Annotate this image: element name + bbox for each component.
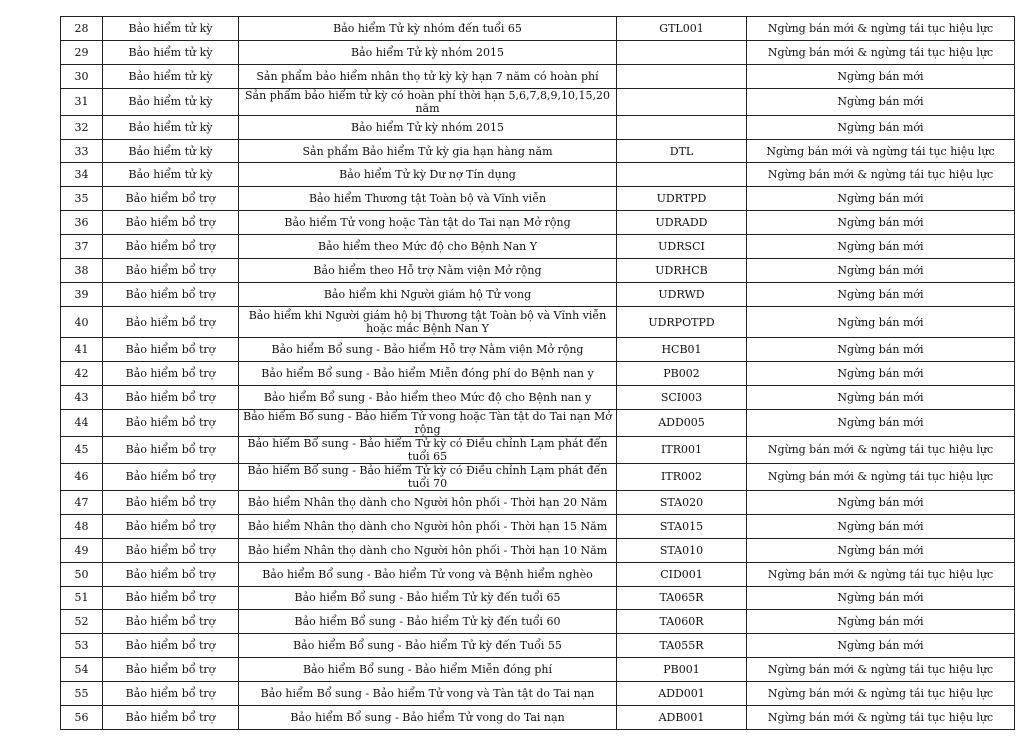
product-name-cell: Bảo hiểm Tử kỳ nhóm 2015: [239, 40, 617, 64]
status-cell: Ngừng bán mới & ngừng tái tục hiệu lực: [747, 17, 1015, 41]
category-cell: Bảo hiểm bổ trợ: [103, 409, 239, 436]
product-code-cell: UDRHCB: [617, 259, 747, 283]
table-row: [61, 463, 1015, 490]
row-number-cell: 30: [61, 64, 103, 88]
product-name-cell: Sản phẩm Bảo hiểm Tử kỳ gia hạn hàng năm: [239, 139, 617, 163]
product-name-cell: Bảo hiểm Bổ sung - Bảo hiểm Tử vong và Bệnh hiểm nghèo: [239, 562, 617, 586]
product-name-cell: Bảo hiểm khi Người giám hộ Tử vong: [239, 282, 617, 306]
table-row: [61, 306, 1015, 338]
product-code-cell: UDRWD: [617, 282, 747, 306]
product-name-cell: Bảo hiểm theo Mức độ cho Bệnh Nan Y: [239, 235, 617, 259]
row-number-cell: 32: [61, 115, 103, 139]
row-number-cell: 39: [61, 282, 103, 306]
row-number-cell: 46: [61, 463, 103, 490]
status-cell: Ngừng bán mới: [747, 362, 1015, 386]
table-body: [61, 17, 1015, 730]
product-code-cell: TA065R: [617, 586, 747, 610]
table-row: [61, 163, 1015, 187]
product-code-cell: [617, 64, 747, 88]
product-code-cell: ADD005: [617, 409, 747, 436]
row-number-cell: 48: [61, 514, 103, 538]
product-code-cell: GTL001: [617, 17, 747, 41]
status-cell: Ngừng bán mới: [747, 259, 1015, 283]
status-cell: Ngừng bán mới: [747, 88, 1015, 115]
category-cell: Bảo hiểm bổ trợ: [103, 187, 239, 211]
status-cell: Ngừng bán mới: [747, 538, 1015, 562]
status-cell: Ngừng bán mới & ngừng tái tục hiệu lực: [747, 658, 1015, 682]
product-name-cell: Bảo hiểm Bổ sung - Bảo hiểm Tử kỳ đến tuổi 60: [239, 610, 617, 634]
row-number-cell: 36: [61, 211, 103, 235]
category-cell: Bảo hiểm bổ trợ: [103, 610, 239, 634]
status-cell: Ngừng bán mới: [747, 514, 1015, 538]
category-cell: Bảo hiểm bổ trợ: [103, 463, 239, 490]
status-cell: Ngừng bán mới & ngừng tái tục hiệu lực: [747, 463, 1015, 490]
product-name-cell: Bảo hiểm Bổ sung - Bảo hiểm Tử vong hoặc Tàn tật do Tai nạn Mở rộng: [239, 409, 617, 436]
table-row: [61, 538, 1015, 562]
product-code-cell: PB001: [617, 658, 747, 682]
category-cell: Bảo hiểm bổ trợ: [103, 306, 239, 338]
row-number-cell: 50: [61, 562, 103, 586]
status-cell: Ngừng bán mới: [747, 610, 1015, 634]
row-number-cell: 49: [61, 538, 103, 562]
row-number-cell: 29: [61, 40, 103, 64]
row-number-cell: 28: [61, 17, 103, 41]
product-name-cell: Bảo hiểm Tử kỳ Dư nợ Tín dụng: [239, 163, 617, 187]
product-name-cell: Sản phẩm bảo hiểm nhân thọ tử kỳ kỳ hạn 7 năm có hoàn phí: [239, 64, 617, 88]
product-code-cell: [617, 163, 747, 187]
product-name-cell: Bảo hiểm Thương tật Toàn bộ và Vĩnh viễn: [239, 187, 617, 211]
category-cell: Bảo hiểm bổ trợ: [103, 634, 239, 658]
category-cell: Bảo hiểm tử kỳ: [103, 17, 239, 41]
row-number-cell: 33: [61, 139, 103, 163]
status-cell: Ngừng bán mới: [747, 586, 1015, 610]
status-cell: Ngừng bán mới: [747, 187, 1015, 211]
product-name-cell: Bảo hiểm Tử kỳ nhóm đến tuổi 65: [239, 17, 617, 41]
category-cell: Bảo hiểm bổ trợ: [103, 282, 239, 306]
table-row: [61, 187, 1015, 211]
product-table: [60, 16, 1015, 730]
table-row: [61, 88, 1015, 115]
table-row: [61, 386, 1015, 410]
row-number-cell: 44: [61, 409, 103, 436]
category-cell: Bảo hiểm bổ trợ: [103, 586, 239, 610]
product-name-cell: Bảo hiểm Bổ sung - Bảo hiểm Tử kỳ có Điều chỉnh Lạm phát đến tuổi 70: [239, 463, 617, 490]
table-row: [61, 40, 1015, 64]
product-code-cell: ITR001: [617, 436, 747, 463]
product-name-cell: Bảo hiểm Bổ sung - Bảo hiểm Tử kỳ có Điều chỉnh Lạm phát đến tuổi 65: [239, 436, 617, 463]
product-code-cell: UDRPOTPD: [617, 306, 747, 338]
category-cell: Bảo hiểm bổ trợ: [103, 386, 239, 410]
product-code-cell: UDRADD: [617, 211, 747, 235]
product-code-cell: TA060R: [617, 610, 747, 634]
category-cell: Bảo hiểm tử kỳ: [103, 163, 239, 187]
status-cell: Ngừng bán mới & ngừng tái tục hiệu lực: [747, 705, 1015, 729]
product-code-cell: SCI003: [617, 386, 747, 410]
table-row: [61, 682, 1015, 706]
status-cell: Ngừng bán mới: [747, 64, 1015, 88]
product-name-cell: Bảo hiểm Bổ sung - Bảo hiểm theo Mức độ cho Bệnh nan y: [239, 386, 617, 410]
status-cell: Ngừng bán mới & ngừng tái tục hiệu lực: [747, 562, 1015, 586]
status-cell: Ngừng bán mới: [747, 386, 1015, 410]
product-code-cell: ADD001: [617, 682, 747, 706]
row-number-cell: 34: [61, 163, 103, 187]
product-code-cell: CID001: [617, 562, 747, 586]
status-cell: Ngừng bán mới: [747, 282, 1015, 306]
row-number-cell: 53: [61, 634, 103, 658]
product-code-cell: UDRTPD: [617, 187, 747, 211]
category-cell: Bảo hiểm bổ trợ: [103, 538, 239, 562]
product-name-cell: Bảo hiểm Bổ sung - Bảo hiểm Hỗ trợ Nằm viện Mở rộng: [239, 338, 617, 362]
category-cell: Bảo hiểm tử kỳ: [103, 139, 239, 163]
product-name-cell: Bảo hiểm khi Người giám hộ bị Thương tật Toàn bộ và Vĩnh viễn hoặc mắc Bệnh Nan Y: [239, 306, 617, 338]
row-number-cell: 41: [61, 338, 103, 362]
product-name-cell: Bảo hiểm Nhân thọ dành cho Người hôn phối - Thời hạn 15 Năm: [239, 514, 617, 538]
table-row: [61, 139, 1015, 163]
row-number-cell: 47: [61, 490, 103, 514]
status-cell: Ngừng bán mới: [747, 211, 1015, 235]
product-code-cell: TA055R: [617, 634, 747, 658]
table-row: [61, 282, 1015, 306]
status-cell: Ngừng bán mới: [747, 115, 1015, 139]
row-number-cell: 52: [61, 610, 103, 634]
table-row: [61, 17, 1015, 41]
table-row: [61, 634, 1015, 658]
category-cell: Bảo hiểm tử kỳ: [103, 88, 239, 115]
category-cell: Bảo hiểm bổ trợ: [103, 362, 239, 386]
category-cell: Bảo hiểm bổ trợ: [103, 259, 239, 283]
table-row: [61, 338, 1015, 362]
product-code-cell: [617, 115, 747, 139]
product-name-cell: Bảo hiểm Nhân thọ dành cho Người hôn phối - Thời hạn 10 Năm: [239, 538, 617, 562]
status-cell: Ngừng bán mới: [747, 235, 1015, 259]
category-cell: Bảo hiểm bổ trợ: [103, 436, 239, 463]
product-name-cell: Bảo hiểm Bổ sung - Bảo hiểm Tử vong do Tai nạn: [239, 705, 617, 729]
category-cell: Bảo hiểm bổ trợ: [103, 235, 239, 259]
status-cell: Ngừng bán mới & ngừng tái tục hiệu lực: [747, 682, 1015, 706]
category-cell: Bảo hiểm bổ trợ: [103, 514, 239, 538]
status-cell: Ngừng bán mới: [747, 306, 1015, 338]
table-row: [61, 705, 1015, 729]
status-cell: Ngừng bán mới: [747, 634, 1015, 658]
table-row: [61, 115, 1015, 139]
table-row: [61, 610, 1015, 634]
status-cell: Ngừng bán mới: [747, 490, 1015, 514]
row-number-cell: 40: [61, 306, 103, 338]
product-code-cell: DTL: [617, 139, 747, 163]
status-cell: Ngừng bán mới: [747, 409, 1015, 436]
product-name-cell: Sản phẩm bảo hiểm tử kỳ có hoàn phí thời hạn 5,6,7,8,9,10,15,20 năm: [239, 88, 617, 115]
product-name-cell: Bảo hiểm Bổ sung - Bảo hiểm Tử kỳ đến Tuổi 55: [239, 634, 617, 658]
category-cell: Bảo hiểm bổ trợ: [103, 705, 239, 729]
category-cell: Bảo hiểm bổ trợ: [103, 562, 239, 586]
product-name-cell: Bảo hiểm Bổ sung - Bảo hiểm Tử vong và Tàn tật do Tai nạn: [239, 682, 617, 706]
table-row: [61, 235, 1015, 259]
row-number-cell: 35: [61, 187, 103, 211]
product-name-cell: Bảo hiểm Bổ sung - Bảo hiểm Tử kỳ đến tuổi 65: [239, 586, 617, 610]
product-code-cell: ADB001: [617, 705, 747, 729]
status-cell: Ngừng bán mới: [747, 338, 1015, 362]
row-number-cell: 55: [61, 682, 103, 706]
row-number-cell: 51: [61, 586, 103, 610]
product-name-cell: Bảo hiểm Tử vong hoặc Tàn tật do Tai nạn Mở rộng: [239, 211, 617, 235]
row-number-cell: 38: [61, 259, 103, 283]
table-row: [61, 658, 1015, 682]
table-row: [61, 514, 1015, 538]
table-row: [61, 64, 1015, 88]
category-cell: Bảo hiểm tử kỳ: [103, 115, 239, 139]
product-code-cell: [617, 40, 747, 64]
table-row: [61, 409, 1015, 436]
table-row: [61, 436, 1015, 463]
category-cell: Bảo hiểm bổ trợ: [103, 338, 239, 362]
row-number-cell: 45: [61, 436, 103, 463]
row-number-cell: 56: [61, 705, 103, 729]
category-cell: Bảo hiểm bổ trợ: [103, 211, 239, 235]
product-code-cell: PB002: [617, 362, 747, 386]
row-number-cell: 42: [61, 362, 103, 386]
status-cell: Ngừng bán mới và ngừng tái tục hiệu lực: [747, 139, 1015, 163]
product-name-cell: Bảo hiểm Bổ sung - Bảo hiểm Miễn đóng phí do Bệnh nan y: [239, 362, 617, 386]
product-code-cell: ITR002: [617, 463, 747, 490]
row-number-cell: 37: [61, 235, 103, 259]
product-name-cell: Bảo hiểm Nhân thọ dành cho Người hôn phối - Thời hạn 20 Năm: [239, 490, 617, 514]
table-row: [61, 490, 1015, 514]
table-row: [61, 259, 1015, 283]
product-name-cell: Bảo hiểm Tử kỳ nhóm 2015: [239, 115, 617, 139]
table-row: [61, 586, 1015, 610]
product-code-cell: STA020: [617, 490, 747, 514]
category-cell: Bảo hiểm bổ trợ: [103, 658, 239, 682]
status-cell: Ngừng bán mới & ngừng tái tục hiệu lực: [747, 40, 1015, 64]
table-row: [61, 362, 1015, 386]
category-cell: Bảo hiểm tử kỳ: [103, 64, 239, 88]
product-name-cell: Bảo hiểm theo Hỗ trợ Nằm viện Mở rộng: [239, 259, 617, 283]
category-cell: Bảo hiểm tử kỳ: [103, 40, 239, 64]
product-code-cell: [617, 88, 747, 115]
product-code-cell: STA015: [617, 514, 747, 538]
row-number-cell: 43: [61, 386, 103, 410]
status-cell: Ngừng bán mới & ngừng tái tục hiệu lực: [747, 163, 1015, 187]
table-row: [61, 562, 1015, 586]
category-cell: Bảo hiểm bổ trợ: [103, 682, 239, 706]
status-cell: Ngừng bán mới & ngừng tái tục hiệu lực: [747, 436, 1015, 463]
product-code-cell: STA010: [617, 538, 747, 562]
row-number-cell: 31: [61, 88, 103, 115]
row-number-cell: 54: [61, 658, 103, 682]
table-row: [61, 211, 1015, 235]
product-name-cell: Bảo hiểm Bổ sung - Bảo hiểm Miễn đóng phí: [239, 658, 617, 682]
category-cell: Bảo hiểm bổ trợ: [103, 490, 239, 514]
product-code-cell: HCB01: [617, 338, 747, 362]
product-code-cell: UDRSCI: [617, 235, 747, 259]
